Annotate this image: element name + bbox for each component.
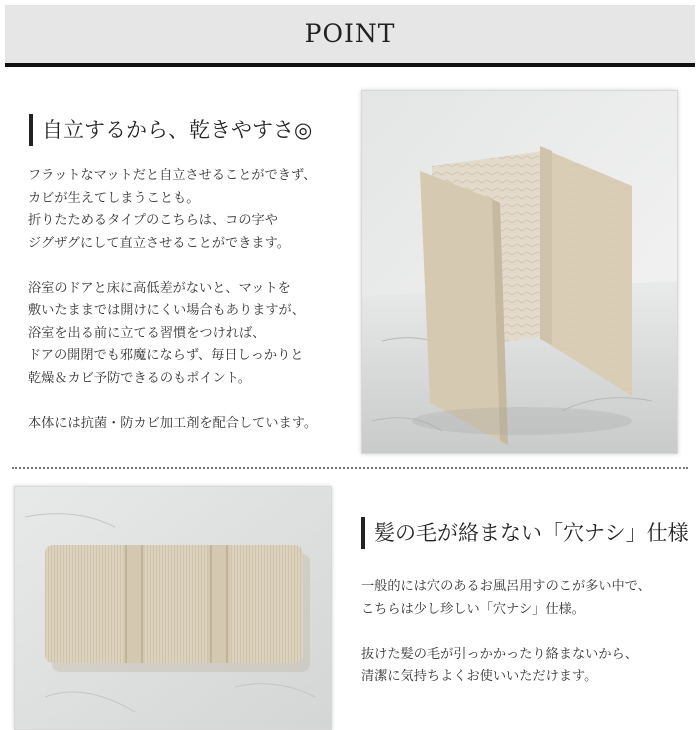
description-line: こちらは少し珍しい「穴ナシ」仕様。	[361, 601, 585, 617]
description-line: 抜けた髪の毛が引っかかったり絡まないから、	[361, 646, 638, 662]
header-title: POINT	[304, 19, 396, 48]
description-line: 一般的には穴のあるお風呂用すのこが多い中で、	[361, 579, 651, 594]
section1-heading: 自立するから、乾きやすさ◎	[29, 114, 312, 146]
description-line: 敷いたままでは開けにくい場合もありますが、	[28, 303, 305, 318]
standing-mat-photo	[361, 90, 678, 454]
section2-description	[361, 576, 651, 689]
point-header	[5, 5, 695, 67]
description-line	[28, 255, 317, 278]
flat-mat-photo	[14, 486, 332, 730]
description-line: 浴室を出る前に立てる習慣をつければ、	[28, 325, 266, 341]
description-line	[28, 390, 317, 413]
description-line: 折りたためるタイプのこちらは、コの字や	[28, 213, 278, 228]
description-line: 乾燥＆カビ予防できるのもポイント。	[28, 370, 251, 386]
description-line: ドアの開閉でも邪魔にならず、毎日しっかりと	[28, 348, 304, 363]
section-divider	[12, 467, 688, 469]
description-line	[361, 621, 651, 644]
description-line: 本体には抗菌・防カビ加工剤を配合しています。	[28, 415, 318, 431]
description-line: 清潔に気持ちよくお使いいただけます。	[361, 669, 598, 684]
description-line: 浴室のドアと床に高低差がないと、マットを	[28, 280, 291, 296]
section2-heading: 髪の毛が絡まない「穴ナシ」仕様	[361, 517, 689, 549]
description-line: ジグザグにして直立させることができます。	[28, 235, 290, 251]
description-line: カビが生えてしまうことも。	[28, 190, 200, 206]
description-line: フラットなマットだと自立させることができず、	[28, 168, 317, 183]
section1-description	[28, 165, 317, 435]
